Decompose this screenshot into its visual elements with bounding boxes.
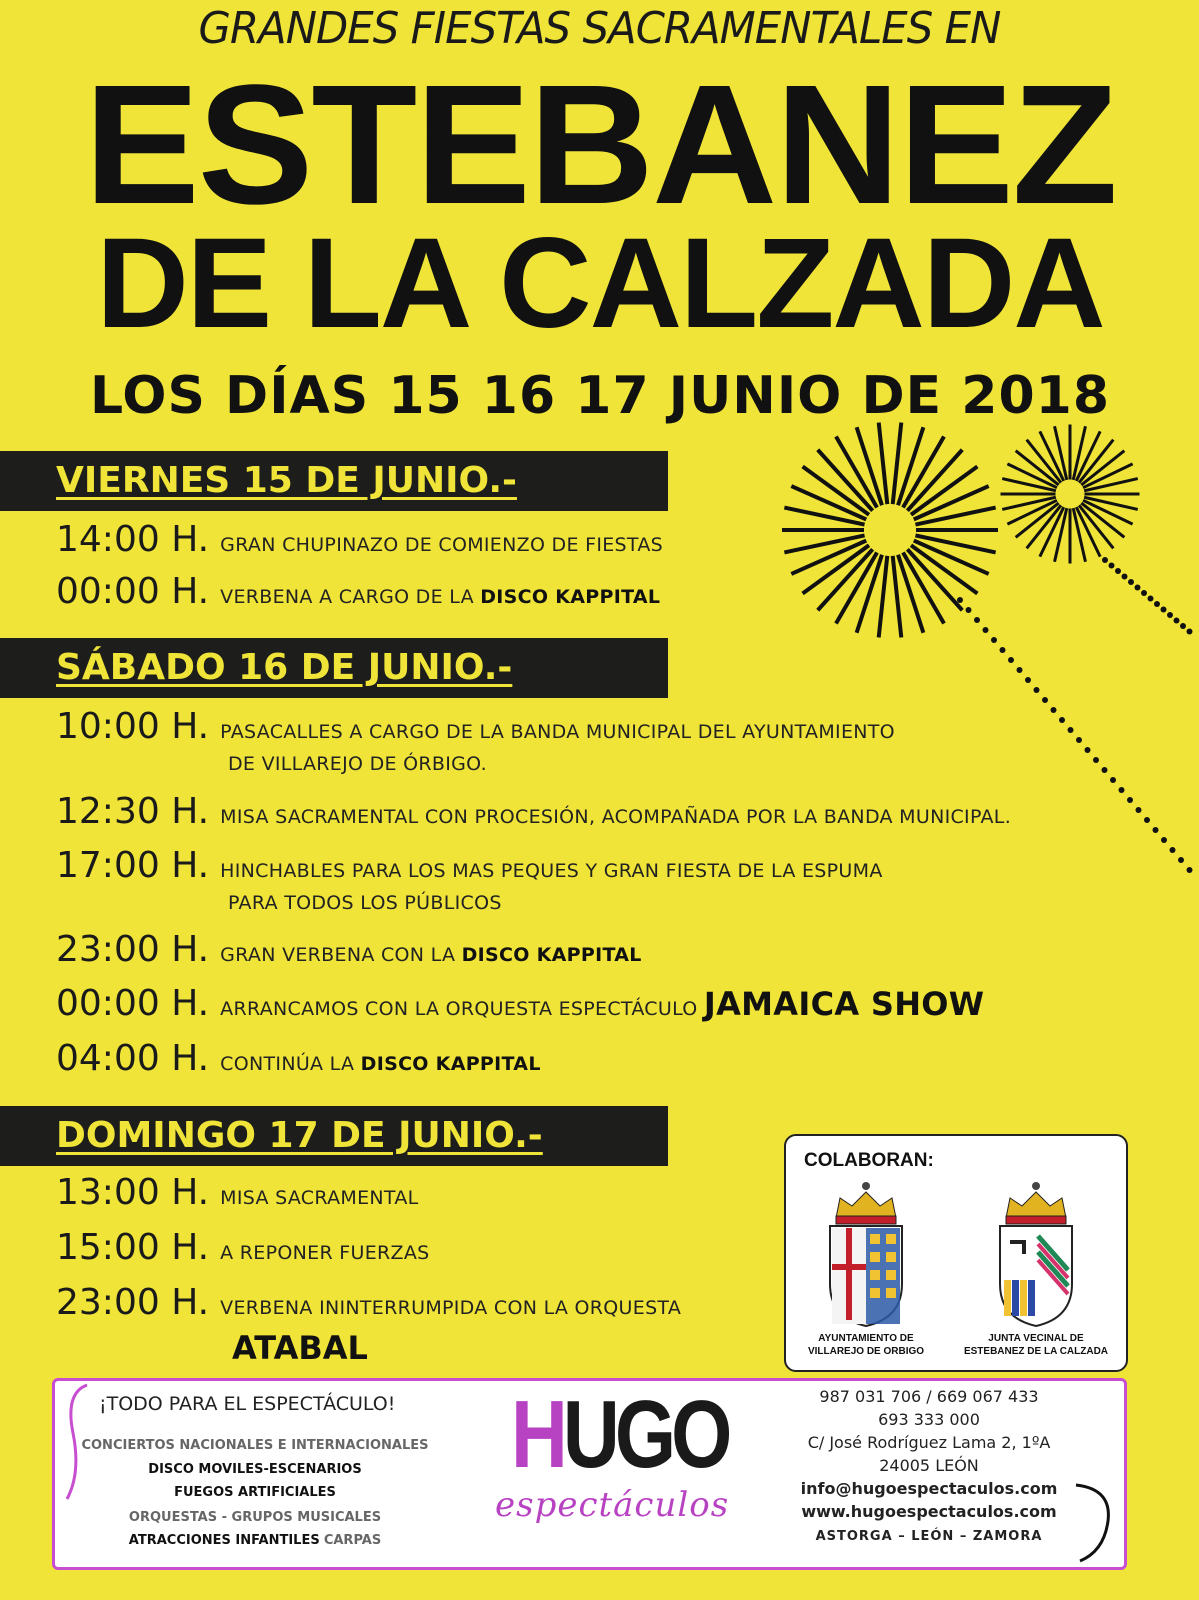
- event-text: MISA SACRAMENTAL CON PROCESIÓN, ACOMPAÑADA POR LA BANDA MUNICIPAL.: [220, 806, 1012, 828]
- address: C/ José Rodríguez Lama 2, 1ºA: [807, 1433, 1051, 1452]
- service-item: FUEGOS ARTIFICIALES: [174, 1485, 336, 1500]
- service-item: CONCIERTOS NACIONALES E INTERNACIONALES: [81, 1438, 429, 1453]
- event-time: 15:00 H.: [56, 1227, 210, 1268]
- event-time: 12:30 H.: [56, 791, 210, 832]
- collaborators-box: [784, 1134, 1128, 1372]
- event-text: PASACALLES A CARGO DE LA BANDA MUNICIPAL DEL AYUNTAMIENTO: [220, 721, 895, 743]
- service-item: DISCO MOVILES-ESCENARIOS: [148, 1462, 362, 1477]
- event-highlight: DISCO KAPPITAL: [461, 944, 642, 966]
- collaborator-caption: JUNTA VECINAL DE ESTEBANEZ DE LA CALZADA: [963, 1333, 1109, 1357]
- event-time: 23:00 H.: [56, 1282, 210, 1323]
- schedule-row: [56, 844, 1156, 914]
- schedule-row: [56, 705, 1156, 775]
- event-time: 14:00 H.: [56, 519, 210, 560]
- schedule-row: [56, 790, 1156, 834]
- event-text-continued: PARA TODOS LOS PÚBLICOS: [228, 892, 502, 914]
- day-label: VIERNES 15 DE JUNIO.-: [56, 460, 517, 501]
- service-item: ATRACCIONES INFANTILES CARPAS: [128, 1533, 382, 1548]
- event-text: VERBENA ININTERRUMPIDA CON LA ORQUESTA: [220, 1297, 682, 1319]
- event-text: GRAN VERBENA CON LA DISCO KAPPITAL: [220, 944, 642, 966]
- schedule-row: [56, 982, 1156, 1026]
- event-time: 04:00 H.: [56, 1038, 210, 1079]
- event-highlight: ATABAL: [232, 1329, 368, 1367]
- town-title-line-2: DE LA CALZADA: [96, 212, 1104, 355]
- event-time: 00:00 H.: [56, 571, 210, 612]
- day-label: DOMINGO 17 DE JUNIO.-: [56, 1115, 543, 1156]
- event-text: A REPONER FUERZAS: [220, 1242, 430, 1264]
- event-text: HINCHABLES PARA LOS MAS PEQUES Y GRAN FIESTA DE LA ESPUMA: [220, 860, 883, 882]
- service-item: ORQUESTAS - GRUPOS MUSICALES: [128, 1510, 382, 1525]
- sponsor-tagline: ¡TODO PARA EL ESPECTÁCULO!: [99, 1393, 396, 1415]
- dates-line: LOS DÍAS 15 16 17 JUNIO DE 2018: [89, 366, 1110, 426]
- event-time: 17:00 H.: [56, 845, 210, 886]
- collaborators-title: COLABORAN:: [804, 1150, 934, 1171]
- schedule-row: [56, 928, 1156, 972]
- villarejo-coat-of-arms-icon: [816, 1180, 916, 1330]
- event-time: 10:00 H.: [56, 706, 210, 747]
- collaborator-caption: AYUNTAMIENTO DE VILLAREJO DE ORBIGO: [807, 1333, 925, 1357]
- event-highlight: JAMAICA SHOW: [703, 985, 985, 1023]
- schedule-row: [56, 570, 1156, 614]
- sponsor-box: [52, 1378, 1127, 1570]
- schedule-row: [56, 518, 1156, 562]
- event-text: GRAN CHUPINAZO DE COMIENZO DE FIESTAS: [220, 534, 664, 556]
- event-time: 00:00 H.: [56, 983, 210, 1024]
- phone-numbers: 693 333 000: [878, 1410, 980, 1429]
- estebanez-coat-of-arms-icon: [986, 1180, 1086, 1330]
- event-text: VERBENA A CARGO DE LA DISCO KAPPITAL: [220, 586, 661, 608]
- event-time: 13:00 H.: [56, 1172, 210, 1213]
- event-text-continued: DE VILLAREJO DE ÓRBIGO.: [228, 753, 488, 775]
- event-highlight: DISCO KAPPITAL: [360, 1053, 541, 1075]
- hugo-logo-subtitle: espectáculos: [495, 1485, 730, 1525]
- website: www.hugoespectaculos.com: [801, 1502, 1057, 1521]
- day-header-sunday: [0, 1106, 668, 1166]
- city: 24005 LEÓN: [879, 1456, 979, 1475]
- phone-numbers: 987 031 706 / 669 067 433: [819, 1387, 1039, 1406]
- day-header-friday: [0, 451, 668, 511]
- email: info@hugoespectaculos.com: [800, 1479, 1058, 1498]
- audio-cable-icon: [1072, 1481, 1122, 1565]
- event-time: 23:00 H.: [56, 929, 210, 970]
- day-label: SÁBADO 16 DE JUNIO.-: [56, 647, 513, 688]
- schedule-row: [56, 1037, 1156, 1081]
- event-highlight: DISCO KAPPITAL: [480, 586, 661, 608]
- event-text: MISA SACRAMENTAL: [220, 1187, 419, 1209]
- region-list: ASTORGA – LEÓN – ZAMORA: [815, 1529, 1043, 1544]
- hugo-logo: HUGO: [511, 1381, 728, 1488]
- event-subtitle: GRANDES FIESTAS SACRAMENTALES EN: [198, 3, 1001, 54]
- town-title-line-1: ESTEBANEZ: [84, 50, 1116, 240]
- day-header-saturday: [0, 638, 668, 698]
- event-text: CONTINÚA LA DISCO KAPPITAL: [220, 1053, 541, 1075]
- event-text: ARRANCAMOS CON LA ORQUESTA ESPECTÁCULO JAMAICA SHOW: [220, 985, 985, 1023]
